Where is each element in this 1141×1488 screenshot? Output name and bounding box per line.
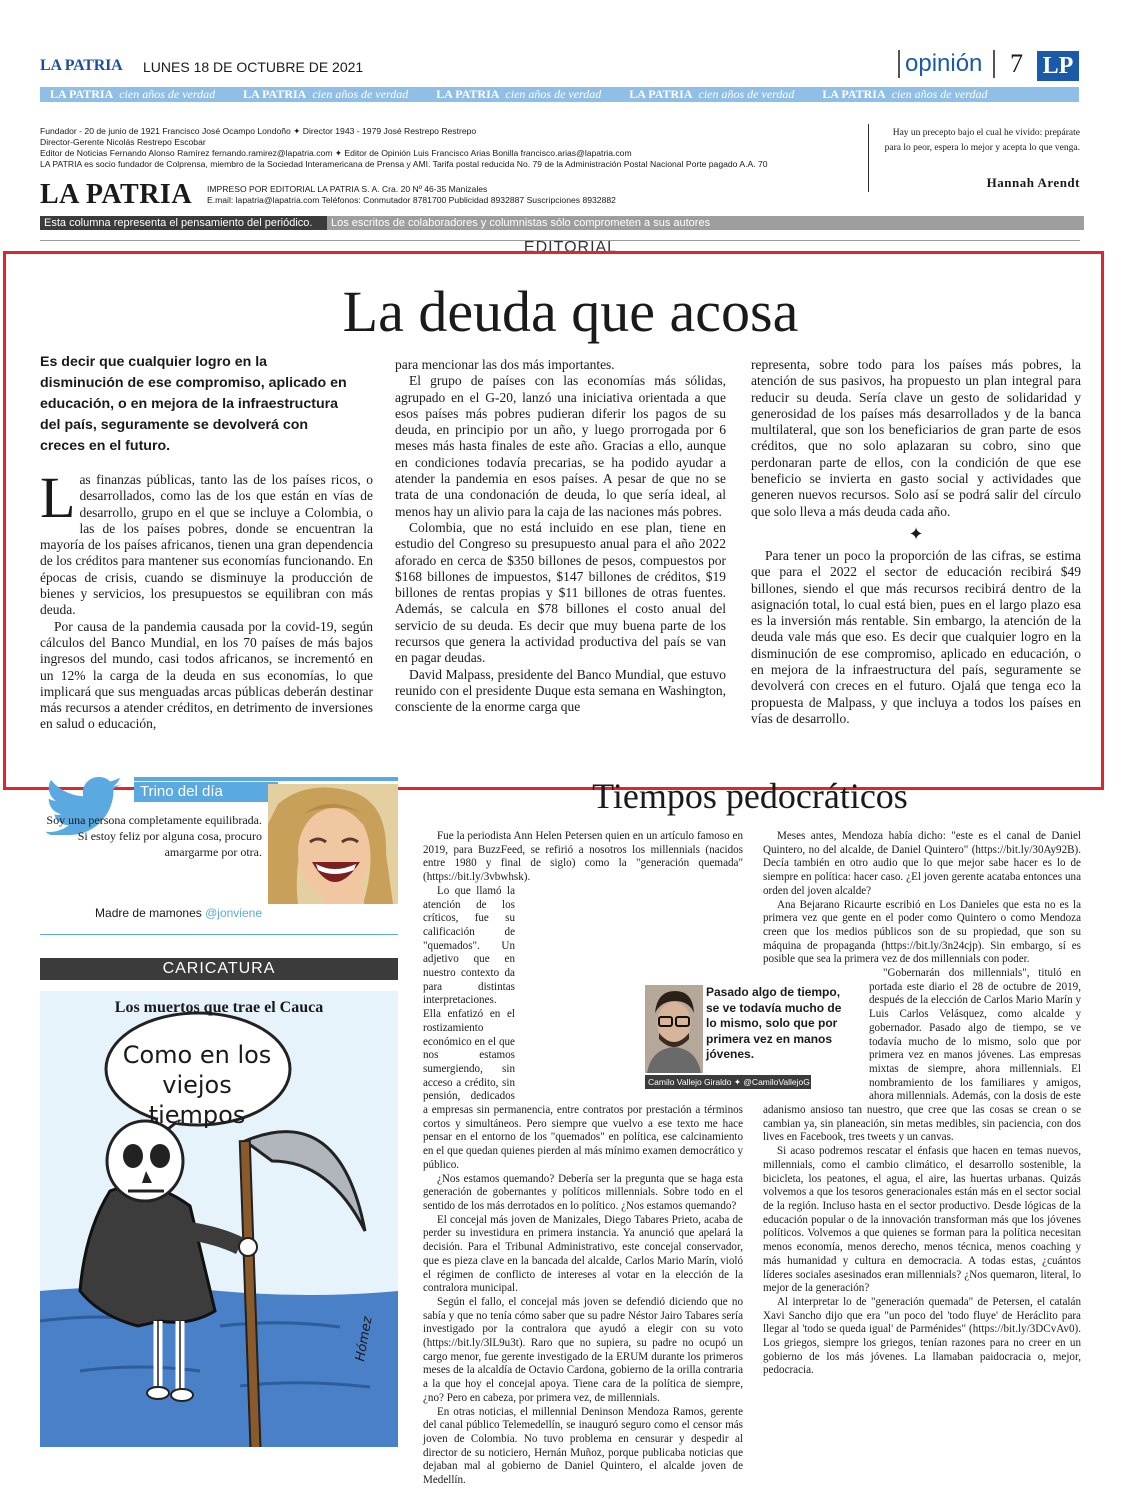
daily-quote: Hay un precepto bajo el cual he vivido: prepárate para lo peor, espera lo mejor y acepta lo que venga. bbox=[884, 128, 1080, 153]
ribbon-tagline: cien años de verdad bbox=[698, 87, 795, 101]
tweet-text: Soy una persona completamente equilibrada. Si estoy feliz por alguna cosa, procuro amargarme por otra. bbox=[46, 813, 262, 859]
tweet-author-photo bbox=[268, 784, 398, 904]
quote-divider bbox=[868, 124, 869, 192]
columnist-photo bbox=[645, 985, 703, 1073]
paragraph: ¿Nos estamos quemando? Debería ser la pregunta que se haga esta generación de gobernantes y políticos millennials. Sobre todo en el sentido de los más derrotados en lo político. ¿Nos estamos quemando? bbox=[423, 1172, 743, 1212]
column-headline: Tiempos pedocráticos bbox=[592, 776, 908, 816]
ribbon-brand: LA PATRIA bbox=[822, 87, 886, 101]
paragraph: El concejal más joven de Manizales, Diego Tabares Prieto, acaba de perder su investidura en primera instancia. Ya anunció que apelará la decisión. Para el Tribunal Administrativo, este concejal conservador, que es pieza clave en la bancada del alcalde, Carlos Mario Marín, violó el régimen de conflicto de intereses al votar en la elección de la contralora municipal. bbox=[423, 1213, 743, 1295]
ribbon-brand: LA PATRIA bbox=[50, 87, 114, 101]
caricature-title: Los muertos que trae el Cauca bbox=[114, 999, 324, 1016]
tweet-rule bbox=[134, 777, 398, 781]
paragraph: Fue la periodista Ann Helen Petersen quien en un artículo famoso en 2019, para BuzzFeed, se refirió a nosotros los millennials (nacidos entre 1980 y final de siglo) como la "generación quemada" (https://bit.ly/3vbwhsk). bbox=[423, 830, 743, 884]
caricature-label: CARICATURA bbox=[40, 958, 398, 980]
issue-date: LUNES 18 DE OCTUBRE DE 2021 bbox=[143, 59, 364, 75]
credits-line: Editor de Noticias Fernando Alonso Ramírez fernando.ramirez@lapatria.com ✦ Editor de Opinión Luis Francisco Arias Bonilla francisco.arias@lapatria.com bbox=[40, 148, 632, 158]
paragraph: El grupo de países con las economías más sólidas, agrupado en el G-20, lanzó una iniciativa orientada a que esos países más pobres pudieran diferir los pagos de su deuda, en principio por un año, y luego prorrogada por 6 meses más hasta finales de este año. Gracias a ello, aunque en condiciones todavía precarias, se ha podido ayudar a atender la pandemia en esos países. A pesar de que no se trata de una condonación de deuda, lo que sería ideal, al menos hay un alivio para la caja de las naciones más pobres. bbox=[395, 373, 726, 519]
centenary-ribbon bbox=[40, 87, 1079, 102]
editorial-column-1 bbox=[40, 465, 373, 733]
section-name: opinión bbox=[905, 50, 983, 77]
editorial-lead: Es decir que cualquier logro en la disminución de ese compromiso, aplicado en educación, o en mejora de la infraestructura del país, seguramente se devolverá con creces en el futuro. bbox=[40, 354, 347, 454]
paragraph: Colombia, que no está incluido en ese plan, tiene en estudio del Congreso su presupuesto anual para el año 2022 aforado en cerca de $350 billones de pesos, compuestos por $168 billones de impuestos, $147 billones de créditos, $19 billones de rentas propias y $11 billones de otras fuentes. Además, se calcula en $78 billones el costo anual del servicio de su deuda. Es decir que muy buena parte de los recursos que genera la actividad productiva del país se van en pagar deudas. bbox=[395, 519, 726, 666]
imprint-line: E.mail: lapatria@lapatria.com Teléfonos: Conmutador 8781700 Publicidad 8932887 Suscripciones 8932882 bbox=[207, 195, 616, 205]
cartoonist-signature: Hómez bbox=[353, 1315, 376, 1363]
column-text-right bbox=[763, 830, 1081, 1378]
paragraph: Al interpretar lo de "generación quemada" de Petersen, el catalán Xavi Sancho dijo que era "un poco del 'todo fluye' de Heráclito para llegar al 'todo se queda igual' de Parménides" (https://bit.ly/3DCvAv0). Los griegos, siempre los griegos, tenían razones para no creer en un gobierno de los más jóvenes. La llamaban paidocracia o, mejor, pedocracia. bbox=[763, 1295, 1081, 1377]
paragraph: Meses antes, Mendoza había dicho: "este es el canal de Daniel Quintero, no del alcalde, de Daniel Quintero" (https://bit.ly/30Ay92B). Decía también en otro audio que lo que mejor sabe hacer es lo de siempre en política: hacer caso. ¿El joven gerente acataba entonces una orden del joven alcalde? bbox=[763, 830, 1081, 897]
imprint-line: IMPRESO POR EDITORIAL LA PATRIA S. A. Cra. 20 Nº 46-35 Manizales bbox=[207, 184, 488, 194]
tweet-author-name: Madre de mamones bbox=[95, 906, 202, 920]
paragraph: para mencionar las dos más importantes. bbox=[395, 357, 615, 372]
ribbon-tagline: cien años de verdad bbox=[505, 87, 602, 101]
ribbon-brand: LA PATRIA bbox=[629, 87, 693, 101]
page-number: 7 bbox=[1010, 49, 1023, 78]
paragraph: Ana Bejarano Ricaurte escribió en Los Danieles que esta no es la primera vez que gente en el poder como Quintero o como Mendoza creen que los medios públicos son de su propiedad, que son su máquina de propaganda (https://bit.ly/3n24cjp). Sin embargo, sí es posible que sea la primera vez de dos millennials con poder. bbox=[763, 898, 1081, 966]
paragraph: Si acaso podremos rescatar el énfasis que hacen en temas nuevos, millennials, como el cambio climático, el desarrollo sostenible, la bicicleta, los peatones, el agua, el aire, las huertas urbanas. Quizás volvemos a que los tesoros generacionales están más en el sector social de la región. Incluso hasta en el sector productivo. Desde lógicas de la educación popular o de la innovación transforman más que los jóvenes políticos. Volvemos a que quienes se forman para la política necesitan menos economía, menos derecho, menos técnica, menos coaching y más humanidad y cultura en democracia. A todas estas, ¿cuántos líderes sociales asesinados eran millennials? ¿Nos quemaron, literal, lo mejor de la generación? bbox=[763, 1145, 1081, 1295]
ribbon-brand: LA PATRIA bbox=[436, 87, 500, 101]
columnist-disclaimer: Los escritos de colaboradores y columnistas sólo comprometen a sus autores bbox=[327, 216, 1084, 230]
drop-cap: L bbox=[40, 465, 76, 530]
editorial-column-3 bbox=[751, 357, 1081, 727]
paragraph: Por causa de la pandemia causada por la covid-19, según cálculos del Banco Mundial, en los 70 países de más bajos ingresos del mundo, casi todos africanos, se incrementó en un 12% la carga de la deuda en sus economías, lo que implicará que sus menguadas arcas públicas deberán destinar más recursos a atender créditos, en detrimento de inversiones en salud o educación, bbox=[40, 618, 373, 732]
editorial-headline: La deuda que acosa bbox=[342, 279, 799, 344]
masthead-logo: LA PATRIA bbox=[40, 179, 193, 210]
lp-logo: LP bbox=[1037, 51, 1079, 81]
credits-line: LA PATRIA es socio fundador de Colprensa, miembro de la Sociedad Interamericana de Prensa y AMI. Tarifa postal reducida No. 79 de la Administración Postal Nacional Porte pagado A.A. 70 bbox=[40, 159, 768, 169]
credits-line: Director-Gerente Nicolás Restrepo Escobar bbox=[40, 137, 206, 147]
paragraph: David Malpass, presidente del Banco Mundial, que estuvo reunido con el presidente Duque esta semana en Washington, consciente de la enorme carga que bbox=[395, 666, 726, 715]
ornament-icon: ✦ bbox=[908, 523, 924, 544]
editorial-column-2 bbox=[395, 357, 726, 716]
editorial-label: EDITORIAL bbox=[523, 239, 618, 256]
editorial-disclaimer: Esta columna representa el pensamiento del periódico. bbox=[40, 216, 331, 230]
caricature-speech: Como en los viejos tiempos bbox=[122, 1041, 272, 1129]
ribbon-brand: LA PATRIA bbox=[243, 87, 307, 101]
pull-quote: Pasado algo de tiempo, se ve todavía mucho de lo mismo, solo que por primera vez en manos jóvenes. bbox=[706, 985, 842, 1061]
newspaper-brand: LA PATRIA bbox=[40, 57, 123, 74]
quote-author: Hannah Arendt bbox=[986, 175, 1080, 190]
staff-credits bbox=[40, 126, 800, 170]
paragraph: representa, sobre todo para los países más pobres, la atención de sus pasivos, ha propuesto un plan integral para reducir su deuda. Sería clave un gesto de solidaridad y generosidad de los países más desarrollados y de la banca multilateral, que son los beneficiarios de gran parte de esos créditos, que no solo aplazaran su cobro, sino que perdonaran parte de ellos, con la condición de que ese beneficio se invierta en gasto social y actividades que generen nuevos recursos. Solo así se podrá salir del círculo que solo lleva a más deuda cada año. bbox=[751, 357, 1081, 519]
paragraph: Para tener un poco la proporción de las cifras, se estima que para el 2022 el sector de educación recibirá $49 billones, siendo el que más recursos recibirá dentro de la asignación total, lo cual está bien, pues en el largo plazo esa es la inversión más rentable. Sin embargo, la atención de la deuda vale más que eso. Es decir que cualquier logro en la disminución de ese compromiso, aplicado en educación, o en mejora de la infraestructura del país, seguramente se devolverá con creces en el futuro. Ojalá que tenga eco la propuesta de Malpass, y que incluya a todos los países en vías de desarrollo. bbox=[751, 547, 1081, 726]
paragraph: En otras noticias, el millennial Deninson Mendoza Ramos, gerente del canal público Telemedellín, se inauguró seguro como el censor más joven de Colombia. No tuvo problema en censurar y despedir al director de su noticiero, Hernán Muñoz, porque publicaba noticias que dejaban mal al gobierno de Daniel Quintero, el alcalde joven de Medellín. bbox=[423, 1405, 743, 1487]
paragraph: as finanzas públicas, tanto las de los países ricos, o desarrollados, como las de los que están en vías de desarrollo, grupo en el que se incluye a Colombia, o las de los países pobres, donde se encuentran la mayoría de los países africanos, tienen una gran dependencia de los créditos para mantener sus economías funcionando. En épocas de crisis, cuando se disminuye la producción de bienes y servicios, los presupuestos se equilibran con más deuda. bbox=[40, 472, 373, 618]
ribbon-tagline: cien años de verdad bbox=[312, 87, 409, 101]
section-divider bbox=[993, 50, 995, 78]
column-text-left bbox=[423, 830, 743, 1488]
columnist-byline: Camilo Vallejo Giraldo ✦ @CamiloVallejoG bbox=[645, 1075, 811, 1089]
paragraph: Lo que llamó la atención de los críticos, fue su calificación de "quemados". Un adjetivo que en nuestro contexto da para distintas interpretaciones. Ella enfatizó en el rostizamiento económico en el que nos estamos sumergiendo, sin acceso a crédito, sin pensión, dedicados a empresas sin permanencia, entre contratos por prestación a términos cortos y simultáneos. Pero siempre que vuelvo a ese texto me hace pensar en el entorno de los "quemados" en política, ese calcinamiento en el que quedan quienes pierden al más mínimo examen democrático y público. bbox=[423, 884, 743, 1171]
tweet-handle[interactable]: @jonviene bbox=[205, 906, 262, 920]
ribbon-tagline: cien años de verdad bbox=[891, 87, 988, 101]
credits-line: Fundador - 20 de junio de 1921 Francisco José Ocampo Londoño ✦ Director 1943 - 1979 José Restrepo Restrepo bbox=[40, 126, 477, 136]
tweet-title: Trino del día bbox=[134, 782, 278, 802]
tweet-author bbox=[40, 906, 262, 920]
tweet-rule bbox=[40, 934, 398, 935]
section-divider bbox=[898, 50, 900, 78]
paragraph: "Gobernarán dos millennials", tituló en portada este diario el 28 de octubre de 2019, después de la elección de Carlos Mario Marín y Luis Carlos Velásquez, como alcalde y gobernador. Pasado algo de tiempo, se ve todavía mucho de lo mismo, solo que por primera vez en manos jóvenes. Las empresas mixtas de siempre, ahora millennials. El nombramiento de los familiares y amigos, ahora millennials. Además, con la dosis de este adanismo ansioso tan nuestro, que cree que las cosas se crean o se cambian ya, sin planeación, sin metas medibles, sin paciencia, con dos lives en Facebook, tres tweets y un canvas. bbox=[763, 967, 1081, 1144]
imprint-info bbox=[207, 184, 616, 206]
paragraph: Según el fallo, el concejal más joven se defendió diciendo que no sabía y que no tenía cómo saber que su padre Néstor Jairo Tabares sería investigado por la contralora que ayudó a elegir con su voto (https://bit.ly/3lL9u3t). Raro que no supiera, su padre no ocupó un cargo menor, fue gerente investigado de la ERUM durante los primeros meses de la alcaldía de Octavio Cardona, gobierno de la orilla contraria a la que hoy el concejal apoya. Tiene cara de la política de siempre, ¿no? Pero en cabeza, por primera vez, de millennials. bbox=[423, 1295, 743, 1404]
ribbon-tagline: cien años de verdad bbox=[119, 87, 216, 101]
